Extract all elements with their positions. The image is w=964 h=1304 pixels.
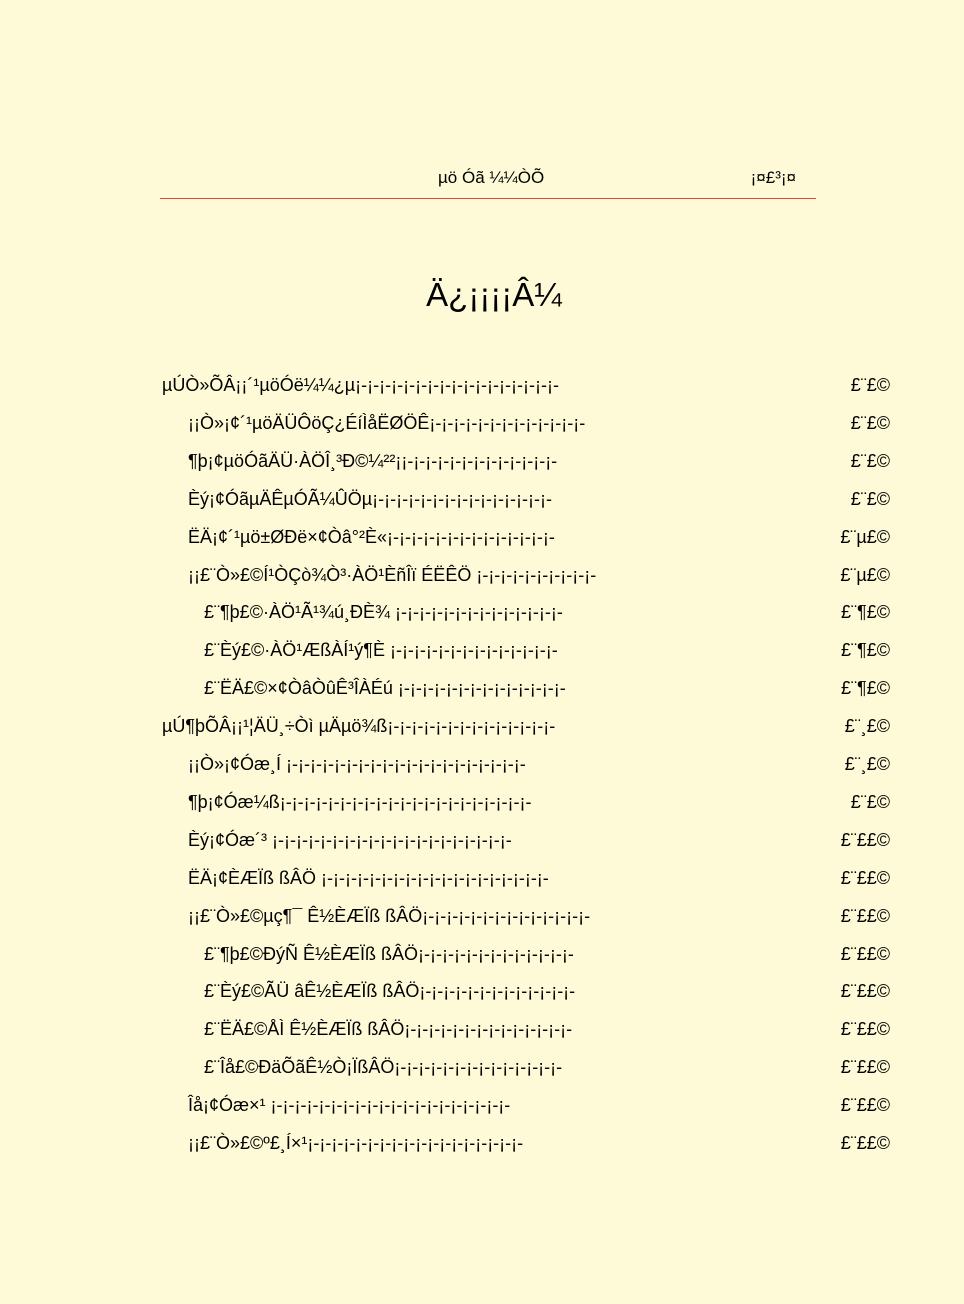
- toc-entry-page-number: £¨¸£©: [844, 754, 890, 774]
- toc-entry-label: £¨Èý£©ÃÜ âÊ½ÈÆÏß ßÂÖ¡-¡-¡-¡-¡-¡-¡-¡-¡-¡-¡-¡-¡-: [204, 981, 576, 1002]
- toc-entry-label: ËÄ¡¢ÈÆÏß ßÂÖ ¡-¡-¡-¡-¡-¡-¡-¡-¡-¡-¡-¡-¡-¡-¡-¡-¡-¡-¡-: [188, 867, 549, 888]
- toc-entry[interactable]: [0, 484, 890, 514]
- toc-entry-label: Èý¡¢Óæ´³ ¡-¡-¡-¡-¡-¡-¡-¡-¡-¡-¡-¡-¡-¡-¡-¡-¡-¡-¡-¡-: [188, 829, 512, 850]
- toc-entry-page-number: £¨££©: [840, 1095, 890, 1116]
- header-title: µö Óã ¼¼ÒÕ: [438, 168, 545, 187]
- toc-entry-label: ¶þ¡¢Óæ¼ß¡-¡-¡-¡-¡-¡-¡-¡-¡-¡-¡-¡-¡-¡-¡-¡-¡-¡-¡-¡-¡-: [188, 791, 532, 812]
- toc-entry-label: £¨¶þ£©·ÀÖ¹Ã¹¾ú¸ÐÈ¾ ¡-¡-¡-¡-¡-¡-¡-¡-¡-¡-¡-¡-¡-¡-: [204, 602, 563, 623]
- toc-entry[interactable]: [0, 939, 890, 969]
- header-page-marker: ¡¤£³¡¤: [750, 168, 796, 187]
- toc-entry-label: £¨Èý£©·ÀÖ¹ÆßÀÍ¹ý¶È ¡-¡-¡-¡-¡-¡-¡-¡-¡-¡-¡-¡-¡-¡-: [204, 640, 558, 661]
- toc-entry-page-number: £¨£©: [850, 450, 890, 471]
- toc-entry-label: £¨ËÄ£©×¢ÒâÒûÊ³ÎÀÉú ¡-¡-¡-¡-¡-¡-¡-¡-¡-¡-¡-¡-¡-¡-: [204, 678, 566, 699]
- toc-entry[interactable]: [0, 673, 890, 703]
- toc-entry-page-number: £¨££©: [840, 1019, 890, 1040]
- toc-entry-label: £¨Îå£©ÐäÕãÊ½Ò¡ÏßÂÖ¡-¡-¡-¡-¡-¡-¡-¡-¡-¡-¡-¡-¡-¡-: [204, 1057, 563, 1078]
- toc-entry-page-number: £¨££©: [840, 981, 890, 1002]
- toc-entry-page-number: £¨£©: [850, 375, 890, 395]
- toc-entry-page-number: £¨£©: [850, 488, 890, 509]
- toc-entry-page-number: £¨µ£©: [840, 526, 890, 547]
- toc-entry-page-number: £¨££©: [840, 943, 890, 964]
- toc-entry[interactable]: [0, 408, 890, 438]
- toc-entry-label: ¶þ¡¢µöÓãÄÜ·ÀÖÎ¸³Ð©¼²²¡¡-¡-¡-¡-¡-¡-¡-¡-¡-¡-¡-¡-¡-: [188, 450, 558, 471]
- toc-entry[interactable]: [0, 446, 890, 476]
- toc-entry-label: ¡¡Ò»¡¢´¹µöÄÜÔöÇ¿ÉíÌåËØÖÊ¡-¡-¡-¡-¡-¡-¡-¡-¡-¡-¡-¡-¡-: [188, 412, 586, 433]
- toc-entry-label: ËÄ¡¢´¹µö±ØÐë×¢Òâ°²È«¡-¡-¡-¡-¡-¡-¡-¡-¡-¡-¡-¡-¡-¡-: [188, 526, 555, 547]
- toc-entry-label: Èý¡¢ÓãµÄÊµÓÃ¼ÛÖµ¡-¡-¡-¡-¡-¡-¡-¡-¡-¡-¡-¡-¡-¡-¡-: [188, 488, 552, 509]
- toc-entry-page-number: £¨£©: [850, 412, 890, 433]
- toc-entry-label: µÚÒ»ÕÂ¡¡´¹µöÓë¼¼¿µ¡-¡-¡-¡-¡-¡-¡-¡-¡-¡-¡-¡-¡-¡-¡-¡-¡-: [162, 375, 559, 395]
- toc-entry-page-number: £¨µ£©: [840, 564, 890, 585]
- toc-entry[interactable]: [0, 711, 890, 741]
- toc-entry[interactable]: [0, 1128, 890, 1158]
- toc-entry[interactable]: [0, 1014, 890, 1044]
- toc-entry[interactable]: [0, 597, 890, 627]
- header-rule: [160, 198, 816, 199]
- toc-entry-page-number: £¨£©: [850, 791, 890, 812]
- toc-entry-label: £¨¶þ£©ÐýÑ Ê½ÈÆÏß ßÂÖ¡-¡-¡-¡-¡-¡-¡-¡-¡-¡-¡-¡-¡-: [204, 943, 574, 964]
- toc-entry-page-number: £¨¸£©: [844, 716, 890, 737]
- running-header: [160, 168, 816, 190]
- toc-entry-page-number: £¨££©: [840, 1133, 890, 1153]
- toc-entry-label: £¨ËÄ£©ÅÌ Ê½ÈÆÏß ßÂÖ¡-¡-¡-¡-¡-¡-¡-¡-¡-¡-¡-¡-¡-¡-: [204, 1019, 573, 1040]
- toc-entry-label: ¡¡£¨Ò»£©º£¸Í×¹¡-¡-¡-¡-¡-¡-¡-¡-¡-¡-¡-¡-¡-¡-¡-¡-¡-¡-: [188, 1133, 524, 1153]
- toc-entry[interactable]: [0, 522, 890, 552]
- toc-entry-page-number: £¨¶£©: [841, 602, 890, 623]
- toc-entry[interactable]: [0, 1090, 890, 1120]
- toc-entry-page-number: £¨££©: [840, 829, 890, 850]
- toc-entry-label: ¡¡£¨Ò»£©µç¶¯ Ê½ÈÆÏß ßÂÖ¡-¡-¡-¡-¡-¡-¡-¡-¡-¡-¡-¡-¡-¡-: [188, 905, 591, 926]
- toc-entry[interactable]: [0, 370, 890, 400]
- toc-entry[interactable]: [0, 825, 890, 855]
- toc-entry[interactable]: [0, 1052, 890, 1082]
- toc-entry-page-number: £¨££©: [840, 1057, 890, 1078]
- toc-entry-page-number: £¨¶£©: [841, 640, 890, 661]
- toc-entry[interactable]: [0, 560, 890, 590]
- toc-entry[interactable]: [0, 749, 890, 779]
- toc-entry-label: ¡¡Ò»¡¢Óæ¸Í ¡-¡-¡-¡-¡-¡-¡-¡-¡-¡-¡-¡-¡-¡-¡-¡-¡-¡-¡-¡-: [188, 754, 526, 774]
- toc-entry-label: Îå¡¢Óæ×¹ ¡-¡-¡-¡-¡-¡-¡-¡-¡-¡-¡-¡-¡-¡-¡-¡-¡-¡-¡-¡-: [188, 1095, 511, 1116]
- toc-entry-page-number: £¨££©: [840, 905, 890, 926]
- toc-entry[interactable]: [0, 976, 890, 1006]
- toc-entry[interactable]: [0, 635, 890, 665]
- toc-entry-page-number: £¨¶£©: [841, 678, 890, 699]
- toc-entry-label: ¡¡£¨Ò»£©Í¹ÒÇò¾Ò³·ÀÖ¹ÈñÎï ÉËÊÖ ¡-¡-¡-¡-¡-¡-¡-¡-¡-¡-: [188, 564, 597, 585]
- toc-entry[interactable]: [0, 863, 890, 893]
- toc-entry[interactable]: [0, 787, 890, 817]
- page-title: Ä¿¡¡¡¡Â¼: [426, 276, 562, 313]
- toc-entry-page-number: £¨££©: [840, 867, 890, 888]
- toc-entry-label: µÚ¶þÕÂ¡¡¹¦ÄÜ¸÷Òì µÄµö¾ß¡-¡-¡-¡-¡-¡-¡-¡-¡-¡-¡-¡-¡-¡-: [162, 716, 556, 737]
- toc-entry[interactable]: [0, 901, 890, 931]
